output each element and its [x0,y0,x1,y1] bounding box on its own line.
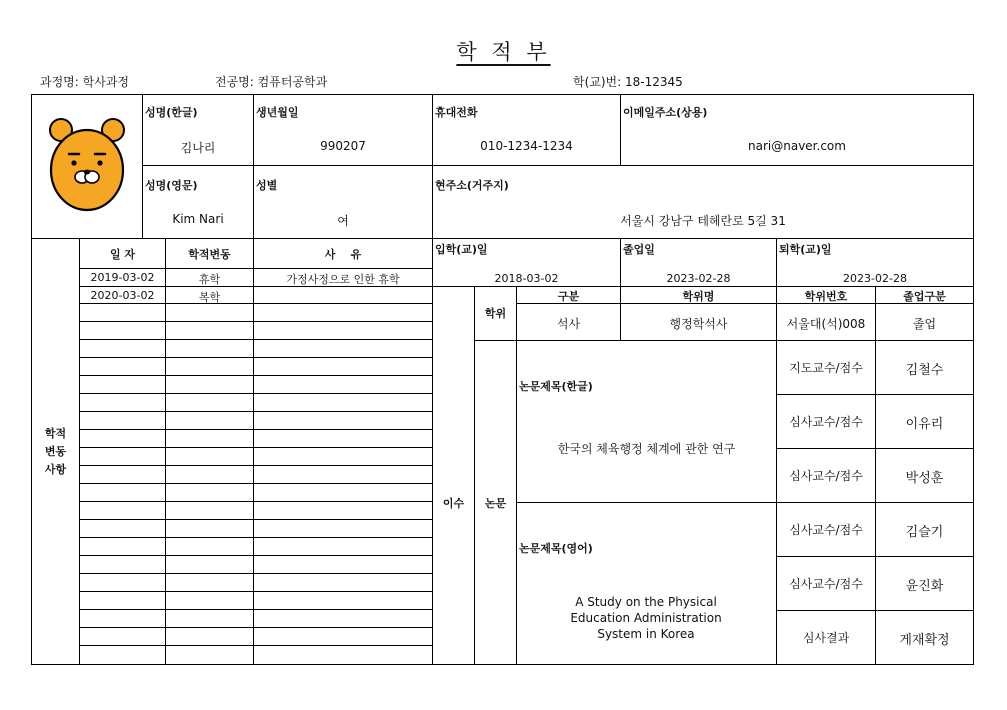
reviewer-name: 이유리 [905,417,944,432]
thesis-title-en-value: A Study on the Physical Education Administration System in Korea [570,595,722,641]
reviewer-name: 윤진화 [905,579,944,594]
reviewer-role: 심사교수/점수 [789,415,863,429]
review-result-label: 심사결과 [802,631,850,645]
thesis-title-kr-value: 한국의 체육행정 체계에 관한 연구 [557,442,736,456]
name-kr-label: 성명(한글) [145,106,198,119]
leave-label: 퇴학(교)일 [779,243,832,256]
gender-label: 성별 [256,179,278,192]
degree-label: 학위 [484,307,507,320]
status-row-date: 2020-03-02 [90,289,155,302]
reviewer-name: 김철수 [905,363,944,378]
admission-value: 2018-03-02 [494,272,559,285]
status-section-label: 학적 변동 사항 [44,427,67,476]
reviewer-role: 심사교수/점수 [789,577,863,591]
thesis-label: 논문 [484,497,507,510]
gender-value: 여 [337,214,349,228]
graduation-label: 졸업일 [623,243,655,256]
reviewer-name: 박성훈 [905,471,944,486]
address-label: 현주소(거주지) [435,179,509,192]
col-type-header: 구분 [557,290,580,303]
degree-type-value: 석사 [556,317,581,331]
major-label: 전공명: 컴퓨터공학과 [215,75,328,89]
admission-label: 입학(교)일 [435,243,488,256]
name-kr-value: 김나리 [180,141,216,155]
name-en-label: 성명(영문) [145,179,198,192]
birth-value: 990207 [320,139,366,153]
status-row-date: 2019-03-02 [90,271,155,284]
completion-label: 이수 [442,497,465,510]
col-number-header: 학위번호 [804,290,848,303]
col-name-header: 학위명 [682,290,715,303]
reviewer-role: 심사교수/점수 [789,469,863,483]
graduation-value: 2023-02-28 [666,272,731,285]
review-result-value: 게재확정 [899,633,950,648]
degree-grad-value: 졸업 [912,317,937,331]
email-label: 이메일주소(상용) [623,106,708,119]
col-change-header: 학적변동 [188,248,231,261]
photo-avatar [47,116,127,214]
thesis-title-en-label: 논문제목(영어) [519,542,593,555]
col-grad-header: 졸업구분 [903,290,946,303]
email-value: nari@naver.com [748,139,846,153]
reviewer-role: 심사교수/점수 [789,523,863,537]
status-row-change: 복학 [198,291,221,304]
status-row-change: 휴학 [198,273,221,286]
degree-name-value: 행정학석사 [669,317,728,331]
student-id-label: 학(교)번: 18-12345 [573,75,683,89]
status-row-reason: 가정사정으로 인한 휴학 [286,273,400,286]
reviewer-role: 지도교수/점수 [789,361,863,375]
phone-label: 휴대전화 [435,106,478,119]
degree-number-value: 서울대(석)008 [786,317,866,331]
col-reason-header: 사 유 [324,248,362,261]
leave-value: 2023-02-28 [843,272,907,285]
reviewer-name: 김슬기 [905,525,944,540]
thesis-title-kr-label: 논문제목(한글) [519,380,593,393]
col-date-header: 일 자 [109,248,136,261]
name-en-value: Kim Nari [172,212,224,226]
birth-label: 생년월일 [256,106,299,119]
address-value: 서울시 강남구 테헤란로 5길 31 [620,214,786,228]
course-label: 과정명: 학사과정 [40,75,130,89]
phone-value: 010-1234-1234 [480,139,573,153]
document-title: 학 적 부 [456,40,551,64]
